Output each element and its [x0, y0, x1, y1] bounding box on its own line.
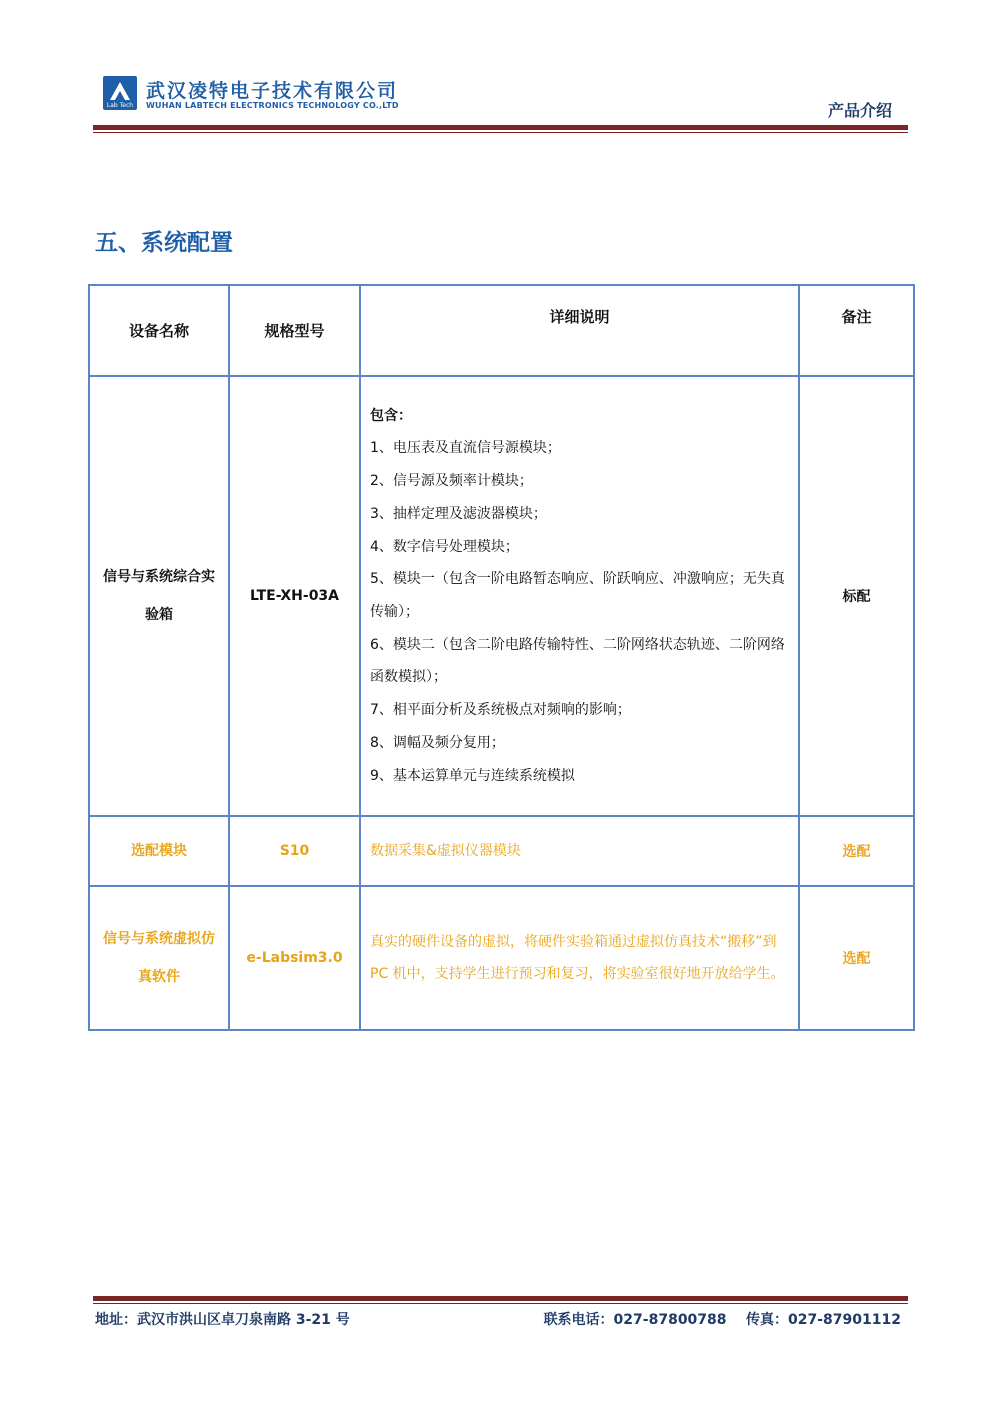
logo-text: Lab Tech	[106, 102, 134, 109]
company-name-en: WUHAN LABTECH ELECTRONICS TECHNOLOGY CO.,LTD	[146, 101, 399, 110]
cell-model: S10	[229, 816, 360, 886]
detail-item: 4、数字信号处理模块；	[370, 538, 519, 555]
cell-name: 信号与系统综合实验箱	[89, 376, 229, 816]
cell-name: 信号与系统虚拟仿真软件	[89, 886, 229, 1030]
cell-detail: 数据采集&虚拟仪器模块	[360, 816, 799, 886]
cell-note: 选配	[799, 886, 914, 1030]
detail-item: 6、模块二（包含二阶电路传输特性、二阶网络状态轨迹、二阶网络函数模拟）；	[370, 636, 785, 686]
section-title: 五、系统配置	[95, 230, 233, 256]
cell-detail	[360, 376, 799, 816]
header-tag: 产品介绍	[827, 101, 892, 120]
header-detail: 详细说明	[360, 285, 799, 376]
detail-item: 9、基本运算单元与连续系统模拟	[370, 767, 575, 784]
header-rule-thin	[93, 132, 908, 133]
company-name-cn: 武汉凌特电子技术有限公司	[146, 80, 399, 102]
detail-item: 7、相平面分析及系统极点对频响的影响；	[370, 702, 631, 719]
table-row	[89, 376, 914, 816]
company-logo	[103, 76, 137, 110]
detail-item: 8、调幅及频分复用；	[370, 734, 505, 751]
header-rule	[93, 125, 908, 130]
config-table	[88, 284, 915, 1031]
cell-model: LTE-XH-03A	[229, 376, 360, 816]
cell-model: e-Labsim3.0	[229, 886, 360, 1030]
cell-name: 选配模块	[89, 816, 229, 886]
footer-rule	[93, 1296, 908, 1301]
detail-item: 3、抽样定理及滤波器模块；	[370, 505, 547, 522]
detail-item: 1、电压表及直流信号源模块；	[370, 440, 561, 457]
detail-item: 5、模块一（包含一阶电路暂态响应、阶跃响应、冲激响应；无失真传输）；	[370, 571, 785, 620]
footer-rule-thin	[93, 1303, 908, 1304]
footer-address: 地址：武汉市洪山区卓刀泉南路 3-21 号	[95, 1312, 350, 1328]
header-model: 规格型号	[229, 285, 360, 376]
footer-contact: 联系电话：027-87800788 传真：027-87901112	[543, 1312, 901, 1328]
cell-note: 标配	[799, 376, 914, 816]
detail-item: 2、信号源及频率计模块；	[370, 473, 533, 490]
header-name: 设备名称	[89, 285, 229, 376]
header-note: 备注	[799, 285, 914, 376]
table-row	[89, 816, 914, 886]
detail-heading: 包含：	[370, 407, 412, 424]
table-header-row	[89, 285, 914, 376]
table-row	[89, 886, 914, 1030]
cell-note: 选配	[799, 816, 914, 886]
cell-detail: 真实的硬件设备的虚拟，将硬件实验箱通过虚拟仿真技术“搬移”到 PC 机中，支持学生进行预习和复习，将实验室很好地开放给学生。	[360, 886, 799, 1030]
